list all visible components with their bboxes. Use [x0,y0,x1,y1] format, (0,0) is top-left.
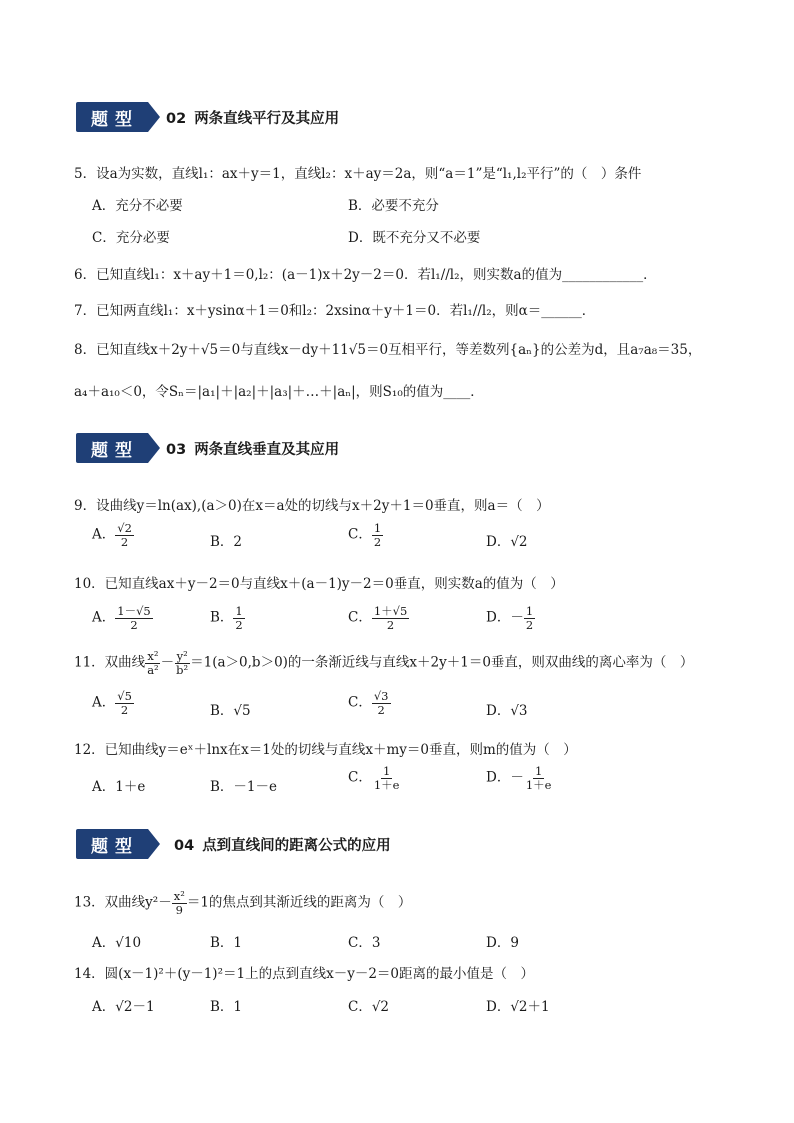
option-a: A． $\frac{√5}{2}$ [92,689,132,717]
option-a: A．充分不必要 [92,198,183,214]
option-b: B．1 [210,999,243,1015]
option-a: A．1＋e [92,779,146,795]
question-12: 12．已知曲线y＝eˣ＋lnx在x＝1处的切线与直线x＋my＝0垂直，则m的值为（ ） [74,742,577,758]
question-5: 5．设a为实数，直线l₁：ax＋y＝1，直线l₂：x＋ay＝2a，则“a＝1”是“l₁,l₂平行”的（ ）条件 [74,166,642,182]
option-d: D．既不充分又不必要 [348,230,481,246]
option-b: B．2 [210,534,243,550]
question-7: 7．已知两直线l₁：x＋ysinα＋1＝0和l₂：2xsinα＋y＋1＝0．若l₁//l₂，则α＝______． [74,303,596,319]
section-number: 04 [174,837,195,854]
question-8-line-1: 8．已知直线x＋2y＋√5＝0与直线x－dy＋11√5＝0互相平行，等差数列{aₙ}的公差为d，且a₇a₈＝35， [74,342,702,358]
section-title: 点到直线间的距离公式的应用 [202,837,391,854]
option-b: B．√5 [210,703,251,719]
section-badge: 题型 [76,829,148,859]
question-11: 11．双曲线 $\frac{\text{x²}}{\text{a²}}$ － $\frac{\text{y²}}{\text{b²}}$ ＝1(a＞0,b＞0)的一条渐近线与直线x＋2y＋1＝0垂直，则双曲线的离心率为（ ） [74,649,694,677]
option-d: D．－ $\frac{1}{2}$ [486,604,534,632]
option-d: D．－ $\frac{1}{1+e}$ [486,764,552,792]
section-header-02 [76,102,339,132]
section-badge: 题型 [76,102,148,132]
section-badge: 题型 [76,433,148,463]
option-c: C． $\frac{1}{1+e}$ [348,764,400,792]
option-c: C．充分必要 [92,230,170,246]
section-number: 03 [166,441,187,458]
option-b: B．必要不充分 [348,198,439,214]
option-b: B．－1－e [210,779,277,795]
option-d: D．√2 [486,534,528,550]
option-c: C．3 [348,935,381,951]
option-c: C． $\frac{√3}{2}$ [348,689,389,717]
question-8-line-2: a₄＋a₁₀＜0，令Sₙ＝|a₁|＋|a₂|＋|a₃|＋…＋|aₙ|，则S₁₀的值为____． [74,384,484,400]
question-10: 10．已知直线ax＋y－2＝0与直线x＋(a－1)y－2＝0垂直，则实数a的值为（ ） [74,576,564,592]
option-d: D．√2＋1 [486,999,550,1015]
question-6: 6．已知直线l₁：x＋ay＋1＝0,l₂：(a－1)x＋2y－2＝0．若l₁//l₂，则实数a的值为____________． [74,267,657,283]
option-a: A． $\frac{1-√5}{2}$ [92,604,151,632]
section-title: 两条直线垂直及其应用 [194,441,340,458]
option-b: B． $\frac{1}{2}$ [210,604,243,632]
section-header-03 [76,433,339,463]
section-header-04 [76,829,391,859]
option-c: C．√2 [348,999,390,1015]
option-d: D．9 [486,935,519,951]
option-a: A．√10 [92,935,142,951]
question-9: 9．设曲线y＝ln(ax),(a＞0)在x＝a处的切线与x＋2y＋1＝0垂直，则a＝（ ） [74,498,550,514]
option-a: A．√2－1 [92,999,155,1015]
section-number: 02 [166,110,187,127]
question-14: 14．圆(x－1)²＋(y－1)²＝1上的点到直线x－y－2＝0距离的最小值是（ ） [74,966,534,982]
option-b: B．1 [210,935,243,951]
option-a: A． $\frac{√2}{2}$ [92,521,132,549]
option-c: C． $\frac{1+√5}{2}$ [348,604,408,632]
option-c: C． $\frac{1}{2}$ [348,521,382,549]
option-d: D．√3 [486,703,528,719]
question-13: 13．双曲线y²－ $\frac{\text{x²}}{9}$ ＝1的焦点到其渐近线的距离为（ ） [74,889,412,917]
section-title: 两条直线平行及其应用 [194,110,340,127]
